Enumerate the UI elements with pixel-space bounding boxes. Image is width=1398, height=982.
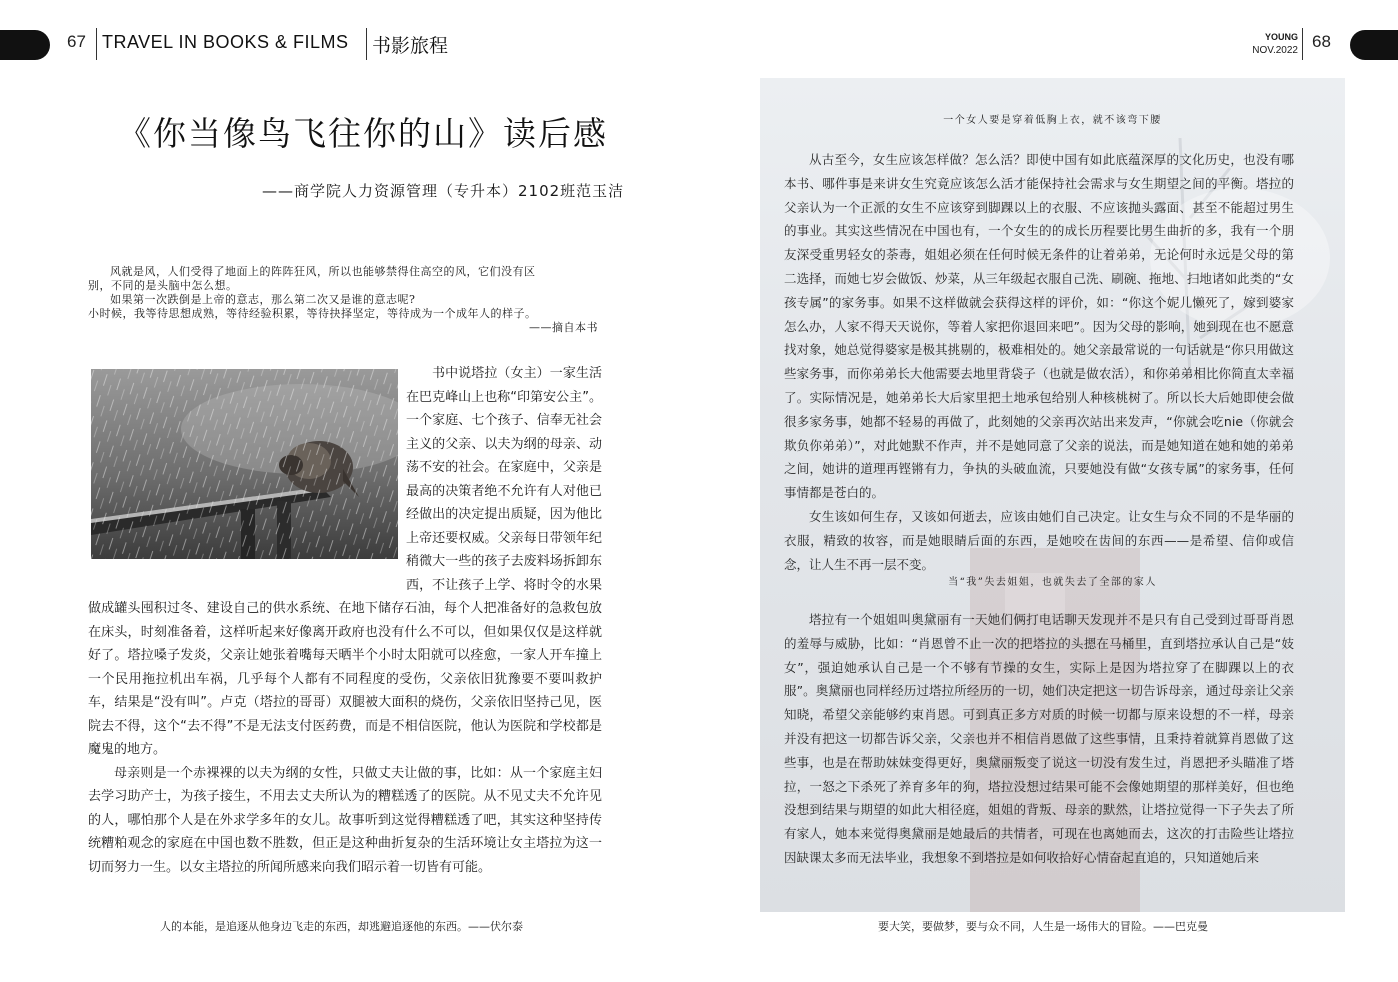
right-text-panel bbox=[760, 78, 1345, 912]
header-divider bbox=[1302, 28, 1303, 60]
magazine-brand: YOUNG bbox=[1264, 32, 1298, 42]
body-paragraph: 女生该如何生存，又该如何逝去，应该由她们自己决定。让女生与众不同的不是华丽的衣服，精致的妆容，而是她眼睛后面的东西，是她咬在齿间的东西——是希望、信仰或信念，让人生不再一层不变。 bbox=[784, 508, 1294, 572]
footer-quote-left: 人的本能，是追逐从他身边飞走的东西，却逃避追逐他的东西。——伏尔泰 bbox=[160, 920, 523, 933]
body-paragraph: 从古至今，女生应该怎样做？怎么活？即使中国有如此底蕴深厚的文化历史，也没有哪本书、哪件事是来讲女生究竟应该怎么活才能保持社会需求与女生期望之间的平衡。塔拉的父亲认为一个正派的女生不应该穿到脚踝以上的衣服、不应该抛头露面、甚至不能超过男生的事业。其实这些情况在中国也有，一个女生的的成长历程要比男生曲折的多，我有一个朋友深受重男轻女的荼毒，姐姐必须在任何时候无条件的让着弟弟，无论何时永远是父母的第二选择，而她七岁会做饭、炒菜，从三年级起衣服自己洗、刷碗、拖地、扫地诸如此类的“女孩专属”的家务事。如果不这样做就会获得这样的评价，如：“你这个妮儿懒死了，嫁到婆家怎么办，人家不得天天说你，等着人家把你退回来吧”。因为父母的影响，她到现在也不愿意找对象，她总觉得婆家是极其挑剔的，极难相处的。她父亲最常说的一句话就是“你只用做这些家务事，而你弟弟长大他需要去地里背袋子（也就是做农活），和你弟弟相比你简直太幸福了。实际情况是，她弟弟长大后家里把土地承包给别人种核桃树了。所以长大后她即使会做很多家务事，她都不轻易的再做了，此刻她的父亲再次站出来发声，“你就会吃nie（你就会欺负你弟弟）”，对此她默不作声，并不是她同意了父亲的说法，而是她知道在她和她的弟弟之间，她讲的道理再铿锵有力，争执的头破血流，只要她没有做“女孩专属”的家务事，任何事情都是苍白的。 bbox=[784, 152, 1294, 501]
right-page-number: 68 bbox=[1312, 32, 1331, 51]
epigraph-line: 小时候，我等待思想成熟，等待经验积累，等待抉择坚定，等待成为一个成年人的样子。 bbox=[88, 307, 537, 320]
body-paragraph: 书中说塔拉（女主）一家生活在巴克峰山上也称“印第安公主”。一个家庭、七个孩子、信奉无社会主义的父亲、以夫为纲的母亲、动荡不安的社会。在家庭中，父亲是最高的决策者绝不允许有人对他已经做出的决定提出质疑，因为他比上帝还要权威。父亲每日带领年纪稍微大一些的孩子去废料场拆卸东西，不让孩子上学、将时令的水果做成罐头囤积过冬、建设自己的供水系统、在地下储存石油，每个人把准备好的急救包放在床头，时刻准备着，这样听起来好像离开政府也没有什么不可以，但如果仅仅是这样就好了。塔拉嗓子发炎，父亲让她张着嘴每天晒半个小时太阳就可以痊愈，一家人开车撞上一个民用拖拉机出车祸，几乎每个人都有不同程度的受伤，父亲依旧犹豫要不要叫救护车，结果是“没有叫”。卢克（塔拉的哥哥）双腿被大面积的烧伤，父亲依旧坚持己见，医院去不得，这个“去不得”不是无法支付医药费，而是不相信医院，他认为医院和学校都是魔鬼的地方。 bbox=[88, 366, 602, 757]
epigraph-line: 风就是风，人们受得了地面上的阵阵狂风，所以也能够禁得住高空的风，它们没有区 bbox=[110, 265, 536, 278]
right-page-tab bbox=[1350, 30, 1398, 60]
right-body-text bbox=[784, 148, 1294, 576]
header-divider bbox=[96, 28, 97, 60]
subheading: 一个女人要是穿着低胸上衣，就不该弯下腰 bbox=[943, 115, 1162, 126]
body-paragraph: 母亲则是一个赤裸裸的以夫为纲的女性，只做丈夫让做的事，比如：从一个家庭主妇去学习助产士，为孩子接生，不用去丈夫所认为的糟糕透了的医院。从不见丈夫不允许见的人，哪怕那个人是在外求学多年的女儿。故事听到这觉得糟糕透了吧，其实这种坚持传统糟粕观念的家庭在中国也数不胜数，但正是这种曲折复杂的生活环境让女主塔拉为这一切而努力一生。以女主塔拉的所闻所感来向我们昭示着一切皆有可能。 bbox=[88, 765, 602, 875]
epigraph-line: 如果第一次跌倒是上帝的意志，那么第二次又是谁的意志呢? bbox=[110, 293, 416, 306]
header-divider bbox=[366, 28, 367, 60]
section-title-zh: 书影旅程 bbox=[372, 35, 449, 57]
right-body-text bbox=[784, 608, 1294, 870]
body-paragraph: 塔拉有一个姐姐叫奥黛丽有一天她们俩打电话聊天发现并不是只有自己受到过哥哥肖恩的羞辱与威胁，比如：“肖恩曾不止一次的把塔拉的头摁在马桶里，直到塔拉承认自己是“妓女”，强迫她承认自己是一个不够有节操的女生，实际上是因为塔拉穿了在脚踝以上的衣服”。奥黛丽也同样经历过塔拉所经历的一切，她们决定把这一切告诉母亲，通过母亲让父亲知晓，希望父亲能够约束肖恩。可到真正多方对质的时候一切都与原来设想的不一样，母亲并没有把这一切都告诉父亲，父亲也并不相信肖恩做了这些事情，且秉持着就算肖恩做了这些事，也是在帮助妹妹变得更好，奥黛丽叛变了说这一切没有发生过，肖恩把矛头瞄准了塔拉，一怒之下杀死了养育多年的狗，塔拉没想过结果可能不会像她期望的那样美好，但也绝没想到结果与期望的如此大相径庭，姐姐的背叛、母亲的默然，让塔拉觉得一下子失去了所有家人，她本来觉得奥黛丽是她最后的共情者，可现在也离她而去，这次的打击险些让塔拉因缺课太多而无法毕业，我想象不到塔拉是如何收拾好心情奋起直追的，只知道她后来 bbox=[784, 612, 1294, 865]
article-byline: ——商学院人力资源管理（专升本）2102班范玉洁 bbox=[262, 182, 625, 200]
epigraph bbox=[88, 265, 598, 335]
photo-spacer bbox=[88, 362, 406, 584]
issue-date: NOV.2022 bbox=[1252, 45, 1298, 56]
footer-quote-right: 要大笑，要做梦，要与众不同，人生是一场伟大的冒险。——巴克曼 bbox=[878, 920, 1208, 933]
epigraph-source: ——摘自本书 bbox=[529, 321, 598, 334]
subheading: 当“我”失去姐姐，也就失去了全部的家人 bbox=[948, 577, 1157, 588]
section-title-en: TRAVEL IN BOOKS & FILMS bbox=[102, 32, 349, 52]
left-body-text bbox=[88, 362, 602, 879]
epigraph-line: 别，不同的是头脑中怎么想。 bbox=[88, 279, 238, 292]
left-page-number: 67 bbox=[67, 32, 86, 51]
article-title: 《你当像鸟飞往你的山》读后感 bbox=[118, 114, 608, 153]
left-page-tab bbox=[0, 30, 50, 60]
